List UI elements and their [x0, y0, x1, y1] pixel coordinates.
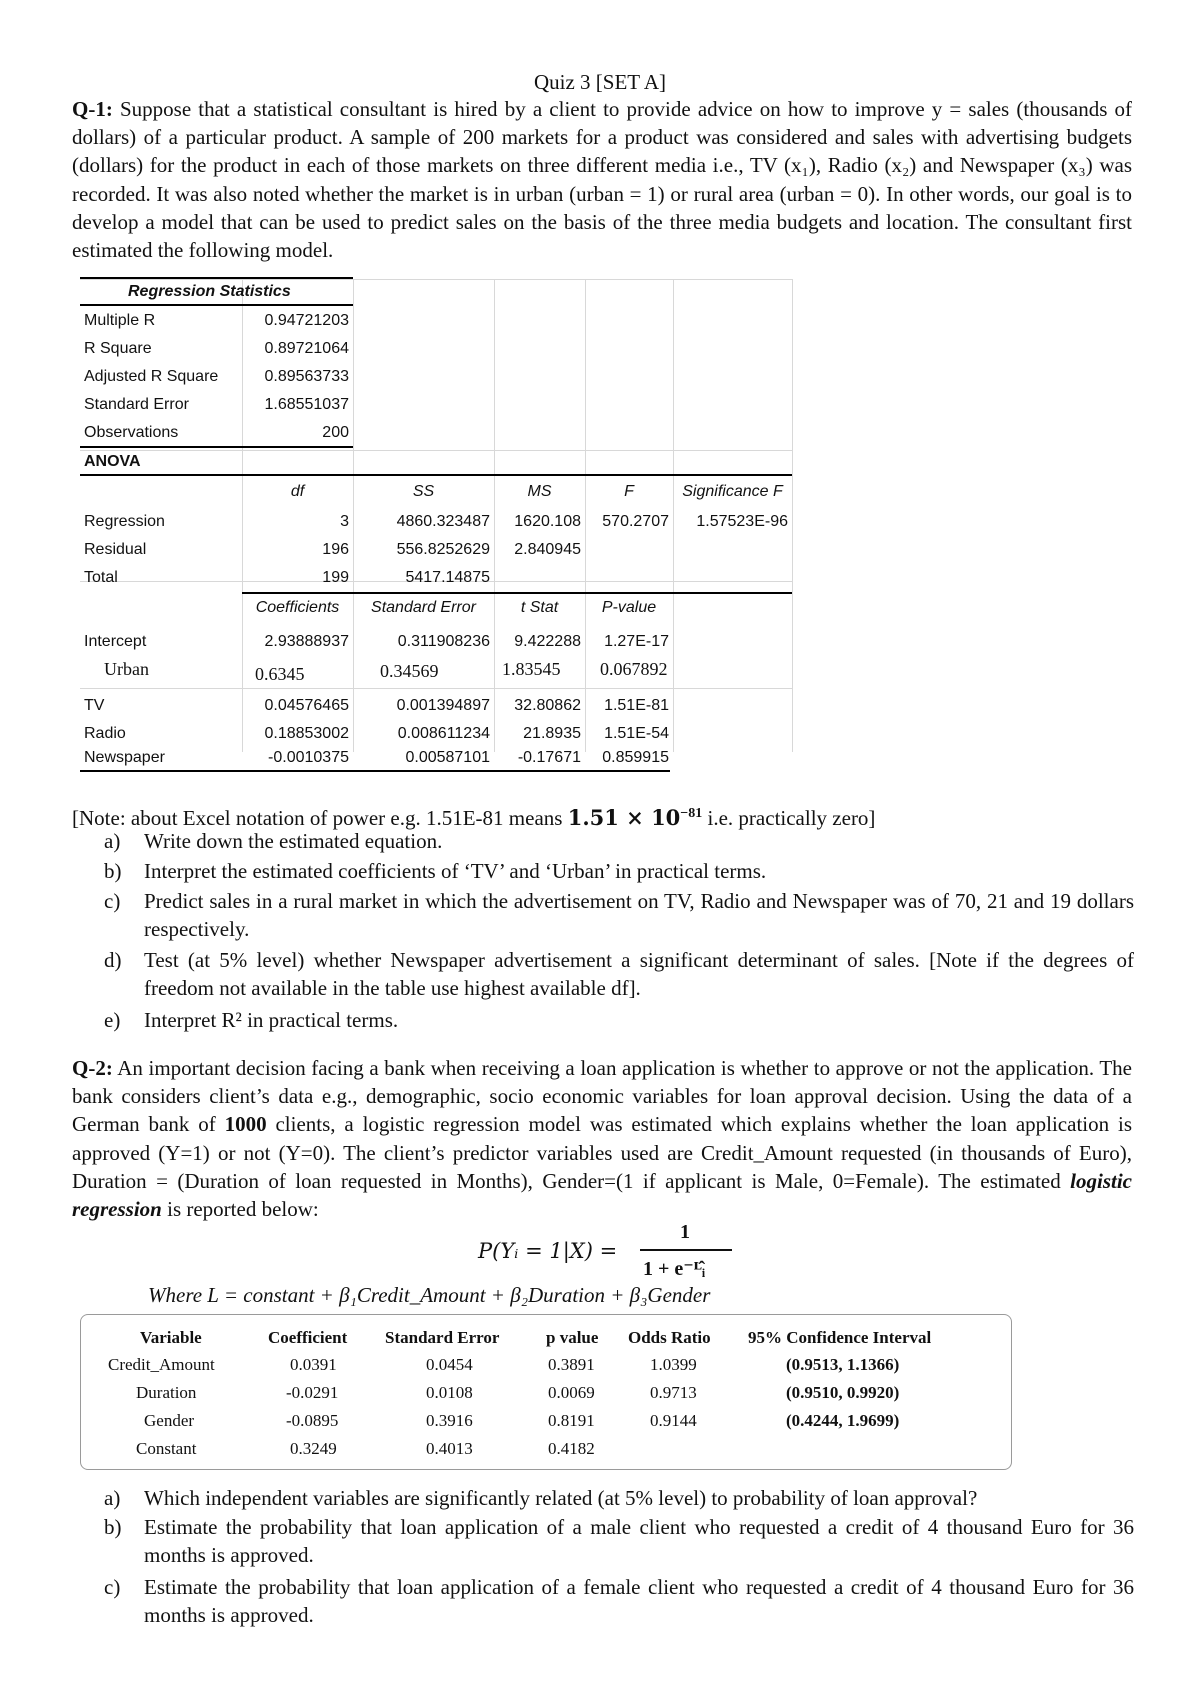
coef-value: 0.04576465	[264, 697, 349, 714]
note-exponent: −81	[680, 806, 703, 821]
anova-col-header: MS	[527, 483, 552, 500]
lt-p: 0.3891	[548, 1355, 595, 1374]
q1-part-e: e) Interpret R² in practical terms.	[104, 1008, 399, 1032]
lt-p: 0.0069	[548, 1383, 595, 1402]
lt-coef: -0.0291	[286, 1383, 339, 1402]
coef-col-header: Standard Error	[371, 599, 476, 616]
coef-row-label: Radio	[84, 725, 126, 742]
lt-var: Credit_Amount	[108, 1355, 215, 1374]
coef-se: 0.34569	[380, 661, 439, 681]
lt-se: 0.4013	[426, 1439, 473, 1458]
note-math: 1.51 × 10	[567, 805, 681, 830]
coef-se: 0.00587101	[405, 749, 490, 766]
coef-t: 32.80862	[514, 697, 581, 714]
lt-col-header: Odds Ratio	[628, 1328, 711, 1347]
reg-stat-label: Observations	[84, 424, 179, 441]
coef-row-label: Urban	[104, 659, 149, 679]
anova-sig: 1.57523E-96	[696, 513, 788, 530]
anova-ss: 556.8252629	[396, 541, 490, 558]
coef-p: 1.51E-54	[604, 725, 669, 742]
lt-or: 0.9144	[650, 1411, 697, 1430]
formula-lhs: P(Yᵢ = 1|X) =	[478, 1239, 618, 1263]
note-prefix: [Note: about Excel notation of power e.g. 1.51E-81 means	[72, 806, 568, 830]
anova-ss: 5417.14875	[405, 569, 490, 586]
q1-part-a: a) Write down the estimated equation.	[104, 829, 443, 853]
reg-stat-value: 0.89721064	[264, 340, 349, 357]
formula-denominator: 1 + e⁻ᴸ̂ᵢ	[643, 1258, 706, 1280]
coef-p: 1.27E-17	[604, 633, 669, 650]
anova-df: 196	[322, 541, 349, 558]
lt-se: 0.0454	[426, 1355, 473, 1374]
anova-col-header: F	[624, 483, 634, 500]
lt-col-header: Standard Error	[385, 1328, 500, 1347]
q1-part-d: d) Test (at 5% level) whether Newspaper advertisement a significant determinant of sales. [Note if the degrees of freedom not available in the table use highest available df].	[104, 948, 1134, 1001]
lt-coef: 0.3249	[290, 1439, 337, 1458]
q2-part-c: c) Estimate the probability that loan application of a female client who requested a credit of 4 thousand Euro for 36 months is approved.	[104, 1575, 1134, 1628]
coef-col-header: t Stat	[520, 599, 559, 616]
lt-col-header: Coefficient	[268, 1328, 348, 1347]
anova-row-label: Total	[84, 569, 118, 586]
formula-numerator: 1	[680, 1221, 690, 1243]
coef-t: 9.422288	[514, 633, 581, 650]
coef-row-label: Intercept	[84, 633, 147, 650]
reg-stat-label: R Square	[84, 340, 152, 357]
q1-label: Q-1:	[72, 97, 113, 121]
lt-or: 1.0399	[650, 1355, 697, 1374]
coef-value: -0.0010375	[268, 749, 349, 766]
anova-col-header: df	[290, 483, 305, 500]
reg-stat-label: Adjusted R Square	[84, 368, 219, 385]
formula-where: Where L = constant + β₁Credit_Amount + β₂Duration + β₃Gender	[148, 1283, 711, 1307]
reg-stats-header: Regression Statistics	[128, 283, 291, 300]
q2-intro: Q-2: An important decision facing a bank when receiving a loan application is whether to approve or not the application. The bank considers client’s data e.g., demographic, socio economic variables for loan approval decision. Using the data of a German bank of 1000 clients, a logistic regression model was estimated which explains whether the loan application is approved (Y=1) or not (Y=0). The client’s predictor variables used are Credit_Amount requested (in thousands of Euro), Duration = (Duration of loan requested in Months), Gender=(1 if applicant is Male, 0=Female). The estimated logistic regression is reported below:	[72, 1056, 1132, 1222]
q2-label: Q-2:	[72, 1056, 113, 1080]
note-suffix: i.e. practically zero]	[702, 806, 876, 830]
coef-p: 0.067892	[600, 659, 668, 679]
lt-var: Constant	[136, 1439, 197, 1458]
lt-var: Gender	[144, 1411, 195, 1430]
anova-row-label: Residual	[84, 541, 147, 558]
reg-stat-value: 200	[322, 424, 349, 441]
q2-part-a: a) Which independent variables are significantly related (at 5% level) to probability of loan approval?	[104, 1486, 978, 1510]
reg-stat-label: Standard Error	[84, 396, 189, 413]
q1-part-c: c) Predict sales in a rural market in which the advertisement on TV, Radio and Newspaper was of 70, 21 and 19 dollars respectively.	[104, 889, 1134, 942]
anova-f: 570.2707	[602, 513, 669, 530]
q2-part-b: b) Estimate the probability that loan application of a male client who requested a credit of 4 thousand Euro for 36 months is approved.	[104, 1515, 1134, 1568]
coef-se: 0.311908236	[397, 633, 490, 650]
lt-ci: (0.9513, 1.1366)	[786, 1355, 900, 1374]
reg-stat-value: 0.89563733	[264, 368, 349, 385]
q1-part-b: b) Interpret the estimated coefficients of ‘TV’ and ‘Urban’ in practical terms.	[104, 859, 767, 883]
lt-col-header: p value	[546, 1328, 599, 1347]
anova-ms: 2.840945	[514, 541, 581, 558]
lt-p: 0.8191	[548, 1411, 595, 1430]
coef-value: 0.6345	[255, 664, 305, 684]
anova-row-label: Regression	[84, 513, 165, 530]
lt-col-header: 95% Confidence Interval	[748, 1328, 932, 1347]
coef-row-label: TV	[84, 697, 105, 714]
coef-t: 21.8935	[523, 725, 581, 742]
lt-se: 0.0108	[426, 1383, 473, 1402]
anova-df: 3	[340, 513, 349, 530]
lt-p: 0.4182	[548, 1439, 595, 1458]
lt-ci: (0.9510, 0.9920)	[786, 1383, 900, 1402]
lt-or: 0.9713	[650, 1383, 697, 1402]
coef-t: -0.17671	[517, 749, 581, 766]
reg-stat-value: 1.68551037	[264, 396, 349, 413]
coef-se: 0.008611234	[397, 725, 490, 742]
lt-col-header: Variable	[140, 1328, 202, 1347]
q1-intro-text: Suppose that a statistical consultant is hired by a client to provide advice on how to improve y = sales (thousands of dollars) of a particular product. A sample of 200 markets for a product was considered and sales with advertising budgets (dollars) for the product in each of those markets on three different media i.e., TV (x₁), Radio (x₂) and Newspaper (x₃) was recorded. It was also noted whether the market is in urban (urban = 1) or rural area (urban = 0). In other words, our goal is to develop a model that can be used to predict sales on the basis of the three media budgets and location. The consultant first estimated the following model.	[72, 97, 1132, 263]
q1-intro	[72, 95, 1132, 264]
anova-df: 199	[322, 569, 349, 586]
lt-coef: -0.0895	[286, 1411, 339, 1430]
anova-header: ANOVA	[84, 453, 141, 470]
lt-se: 0.3916	[426, 1411, 473, 1430]
coef-value: 2.93888937	[264, 633, 349, 650]
coef-p: 0.859915	[602, 749, 669, 766]
lt-var: Duration	[136, 1383, 197, 1402]
coef-t: 1.83545	[502, 659, 561, 679]
anova-col-header: SS	[412, 483, 435, 500]
coef-se: 0.001394897	[396, 697, 490, 714]
anova-ss: 4860.323487	[396, 513, 490, 530]
coef-row-label: Newspaper	[84, 749, 165, 766]
anova-col-header: Significance F	[682, 483, 783, 500]
reg-stat-value: 0.94721203	[264, 312, 349, 329]
anova-ms: 1620.108	[514, 513, 581, 530]
coef-value: 0.18853002	[264, 725, 349, 742]
lt-coef: 0.0391	[290, 1355, 337, 1374]
page-title: Quiz 3 [SET A]	[533, 70, 667, 94]
coef-p: 1.51E-81	[604, 697, 669, 714]
coef-col-header: Coefficients	[255, 599, 340, 616]
reg-stat-label: Multiple R	[84, 312, 156, 329]
coef-col-header: P-value	[601, 599, 657, 616]
lt-ci: (0.4244, 1.9699)	[786, 1411, 900, 1430]
